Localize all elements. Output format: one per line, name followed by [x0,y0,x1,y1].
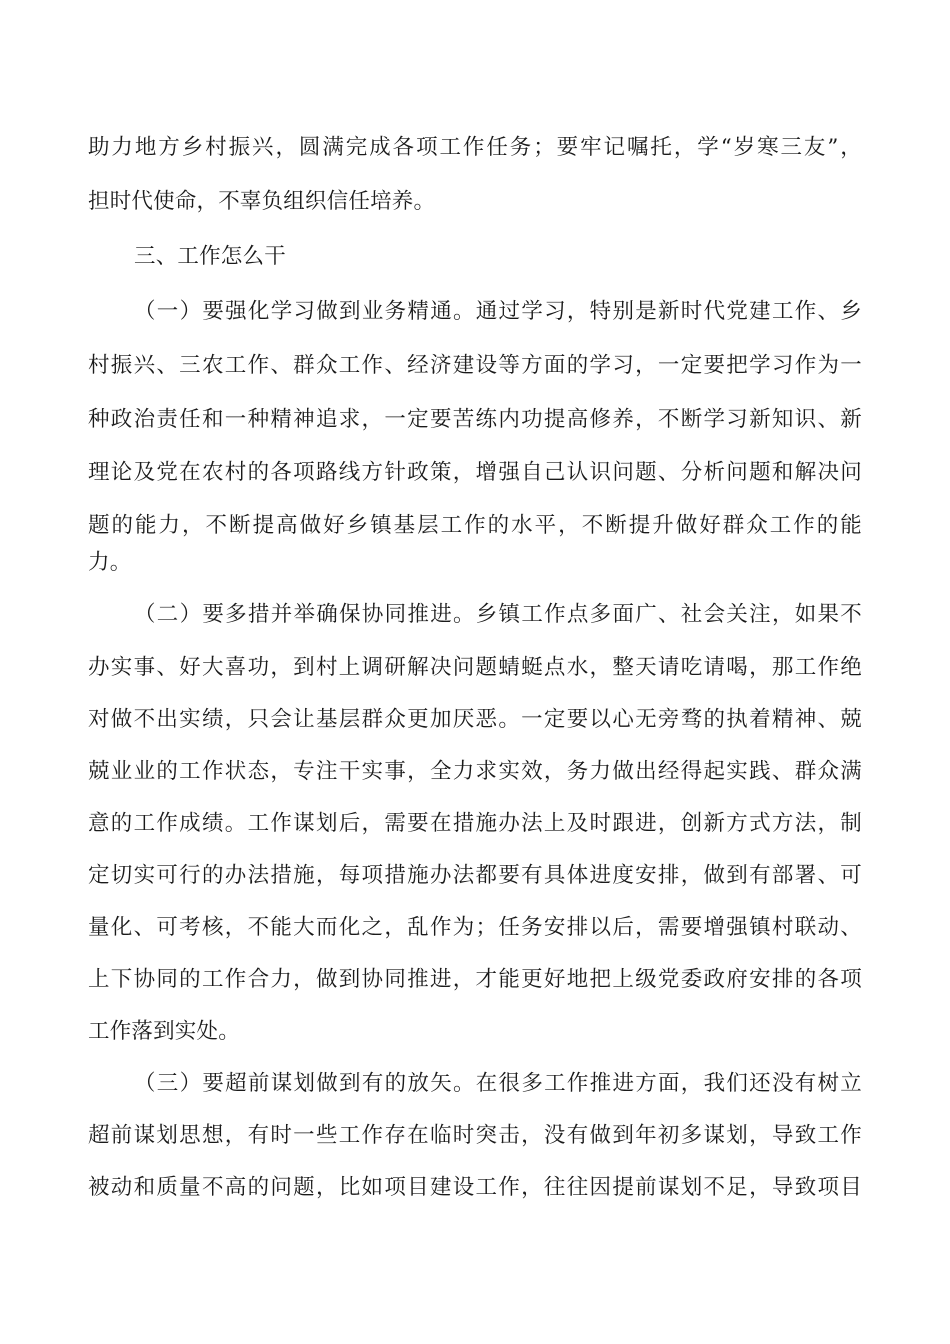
paragraph-line: 力。 [88,550,132,575]
paragraph-line: 超前谋划思想，有时一些工作存在临时突击，没有做到年初多谋划，导致工作 [88,1123,862,1148]
paragraph-line: 题的能力，不断提高做好乡镇基层工作的水平，不断提升做好群众工作的能 [88,513,862,538]
paragraph-line: 定切实可行的办法措施，每项措施办法都要有具体进度安排，做到有部署、可 [88,863,862,888]
paragraph-line: 村振兴、三农工作、群众工作、经济建设等方面的学习，一定要把学习作为一 [88,353,862,378]
paragraph-line: （三）要超前谋划做到有的放矢。在很多工作推进方面，我们还没有树立 [134,1071,862,1096]
paragraph-line: 对做不出实绩，只会让基层群众更加厌恶。一定要以心无旁骛的执着精神、兢 [88,707,862,732]
section-heading: 三、工作怎么干 [134,244,286,269]
paragraph-line: 担时代使命，不辜负组织信任培养。 [88,189,436,214]
paragraph-line: 种政治责任和一种精神追求，一定要苦练内功提高修养，不断学习新知识、新 [88,407,862,432]
paragraph-line: 兢业业的工作状态，专注干实事，全力求实效，务力做出经得起实践、群众满 [88,759,862,784]
paragraph-line: 工作落到实处。 [88,1019,240,1044]
paragraph-line: 助力地方乡村振兴，圆满完成各项工作任务；要牢记嘱托，学“岁寒三友”， [88,135,862,160]
paragraph-line: 办实事、好大喜功，到村上调研解决问题蜻蜓点水，整天请吃请喝，那工作绝 [88,655,862,680]
paragraph-line: 理论及党在农村的各项路线方针政策，增强自己认识问题、分析问题和解决问 [88,460,862,485]
paragraph-line: （二）要多措并举确保协同推进。乡镇工作点多面广、社会关注，如果不 [134,602,862,627]
paragraph-line: 量化、可考核，不能大而化之，乱作为；任务安排以后，需要增强镇村联动、 [88,915,862,940]
paragraph-line: （一）要强化学习做到业务精通。通过学习，特别是新时代党建工作、乡 [134,299,862,324]
paragraph-line: 被动和质量不高的问题，比如项目建设工作，往往因提前谋划不足，导致项目 [88,1175,862,1200]
paragraph-line: 上下协同的工作合力，做到协同推进，才能更好地把上级党委政府安排的各项 [88,967,862,992]
paragraph-line: 意的工作成绩。工作谋划后，需要在措施办法上及时跟进，创新方式方法，制 [88,811,862,836]
